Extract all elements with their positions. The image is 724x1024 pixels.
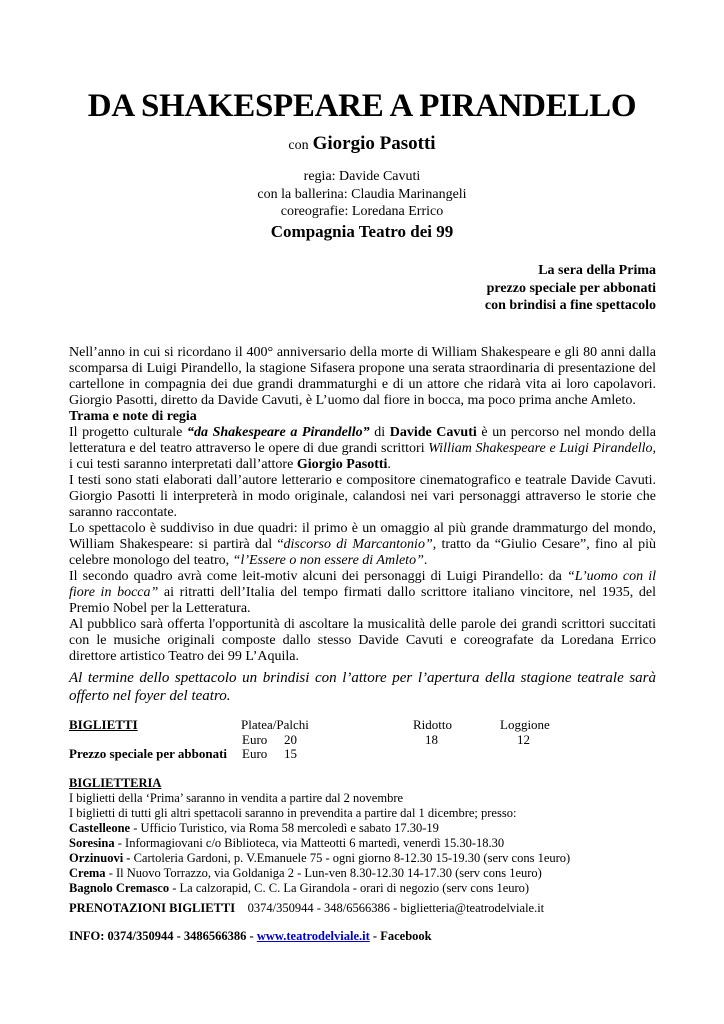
credit-choreography: coreografie: Loredana Errico (280, 204, 444, 219)
intro-paragraph: Nell’anno in cui si ricordano il 400° anniversario della morte di William Shakespeare e gli 80 anni dalla scomparsa di Luigi Pirandello, la stagione Sifasera propone una serata straordinaria di presentazione del cartellone in compagnia dei due grandi drammaturghi e di un attore che ridarà vita ai loro capolavori. Giorgio Pasotti, diretto da Davide Cavuti, è L’uomo dal fiore in bocca, ma poco prima anche Amleto. (69, 345, 656, 408)
website-link[interactable]: www.teatrodelviale.it (256, 929, 370, 943)
platea-price: 20 (284, 731, 297, 747)
box-office-place: Bagnolo Cremasco - La calzorapid, C. C. La Girandola - orari di negozio (serv cons 1euro) (69, 881, 530, 895)
credits-block (0, 168, 724, 221)
reservations-contacts: 0374/350944 - 348/6566386 - biglietteria@teatrodelviale.it (247, 901, 545, 915)
info-tail: - Facebook (369, 929, 432, 943)
col-ridotto: Ridotto (413, 717, 453, 732)
actor-name: Giorgio Pasotti (312, 133, 436, 154)
con-word: con (288, 138, 309, 153)
abbonati-label: Prezzo speciale per abbonati (69, 746, 228, 761)
paragraph-project: Il progetto culturale “da Shakespeare a Pirandello” di Davide Cavuti è un percorso nel mondo della letteratura e del teatro attraverso le opere di due grandi scrittori William Shakespeare e Luigi Pirandello, i cui testi saranno interpretati dall’attore Giorgio Pasotti. (69, 425, 657, 472)
ridotto-price: 18 (425, 731, 438, 747)
abbonati-row (69, 747, 656, 762)
box-office-place: Soresina - Informagiovani c/o Biblioteca, via Matteotti 6 martedì, venerdì 15.30-18.30 (69, 836, 505, 850)
col-platea: Platea/Palchi (241, 717, 309, 732)
reservations-label: PRENOTAZIONI BIGLIETTI (69, 901, 236, 915)
paragraph-structure: Lo spettacolo è suddiviso in due quadri: il primo è un omaggio al più grande drammaturgo del mondo, William Shakespeare: si partirà dal “discorso di Marcantonio”, tratto da “Giulio Cesare”, fino al più celebre monologo del teatro, “l’Essere o non essere di Amleto”. (69, 521, 656, 568)
ticket-prices (69, 718, 656, 762)
actor-line (0, 132, 724, 158)
document-title: DA SHAKESPEARE A PIRANDELLO (87, 88, 637, 124)
paragraph-texts: I testi sono stati elaborati dall’autore letterario e compositore cinematografico e teatrale Davide Cavuti. Giorgio Pasotti li interpreterà in modo originale, calandosi nei vari personaggi attraverso le storie che saranno raccontate. (69, 473, 656, 520)
description-body (69, 345, 656, 665)
box-office-heading: BIGLIETTERIA (69, 776, 162, 790)
ticket-header-row (69, 718, 656, 733)
abbonati-euro: Euro (242, 746, 268, 761)
paragraph-second-part: Il secondo quadro avrà come leit-motiv alcuni dei personaggi di Luigi Pirandello: da “L’uomo con il fiore in bocca” ai ritratti dell’Italia del tempo firmati dallo scrittore italiano vincitore, nel 1935, del Premio Nobel per la Letteratura. (69, 569, 657, 616)
premiere-note (485, 262, 656, 315)
closing-note: Al termine dello spettacolo un brindisi con l’attore per l’apertura della stagione teatrale sarà offerto nel foyer del teatro. (69, 670, 656, 704)
box-office (69, 776, 669, 896)
box-office-place: Castelleone - Ufficio Turistico, via Roma 58 mercoledì e sabato 17.30-19 (69, 821, 439, 835)
credit-director: regia: Davide Cavuti (303, 169, 421, 184)
col-loggione: Loggione (500, 717, 550, 732)
box-office-line-2: I biglietti di tutti gli altri spettacoli saranno in prevendita a partire dal 1 dicembre; presso: (69, 806, 517, 820)
box-office-line-1: I biglietti della ‘Prima’ saranno in vendita a partire dal 2 novembre (69, 791, 404, 805)
info-label: INFO: 0374/350944 - 3486566386 - (69, 929, 257, 943)
paragraph-music: Al pubblico sarà offerta l'opportunità di ascoltare la musicalità delle parole dei grandi scrittori succitati con le musiche originali composte dallo stesso Davide Cavuti e coreografate da Loredana Errico direttore artistico Teatro dei 99 L’Aquila. (69, 617, 656, 664)
loggione-price: 12 (517, 731, 530, 747)
reservations-line (69, 901, 544, 916)
credit-dancer: con la ballerina: Claudia Marinangeli (257, 186, 467, 202)
premiere-line-1: La sera della Prima (538, 263, 656, 278)
tickets-heading: BIGLIETTI (69, 717, 138, 732)
box-office-place: Orzinuovi - Cartoleria Gardoni, p. V.Emanuele 75 - ogni giorno 8-12.30 15-19.30 (serv cons 1euro) (69, 851, 571, 865)
info-line (69, 929, 432, 944)
trama-heading: Trama e note di regia (69, 409, 197, 424)
euro-label: Euro (242, 731, 268, 747)
box-office-place: Crema - Il Nuovo Torrazzo, via Goldaniga 2 - Lun-ven 8.30-12.30 14-17.30 (serv cons 1euro) (69, 866, 542, 880)
abbonati-price: 15 (284, 746, 297, 761)
ticket-price-row (69, 733, 656, 748)
company-name: Compagnia Teatro dei 99 (270, 222, 454, 241)
premiere-line-3: con brindisi a fine spettacolo (484, 298, 656, 313)
premiere-line-2: prezzo speciale per abbonati (486, 280, 656, 296)
